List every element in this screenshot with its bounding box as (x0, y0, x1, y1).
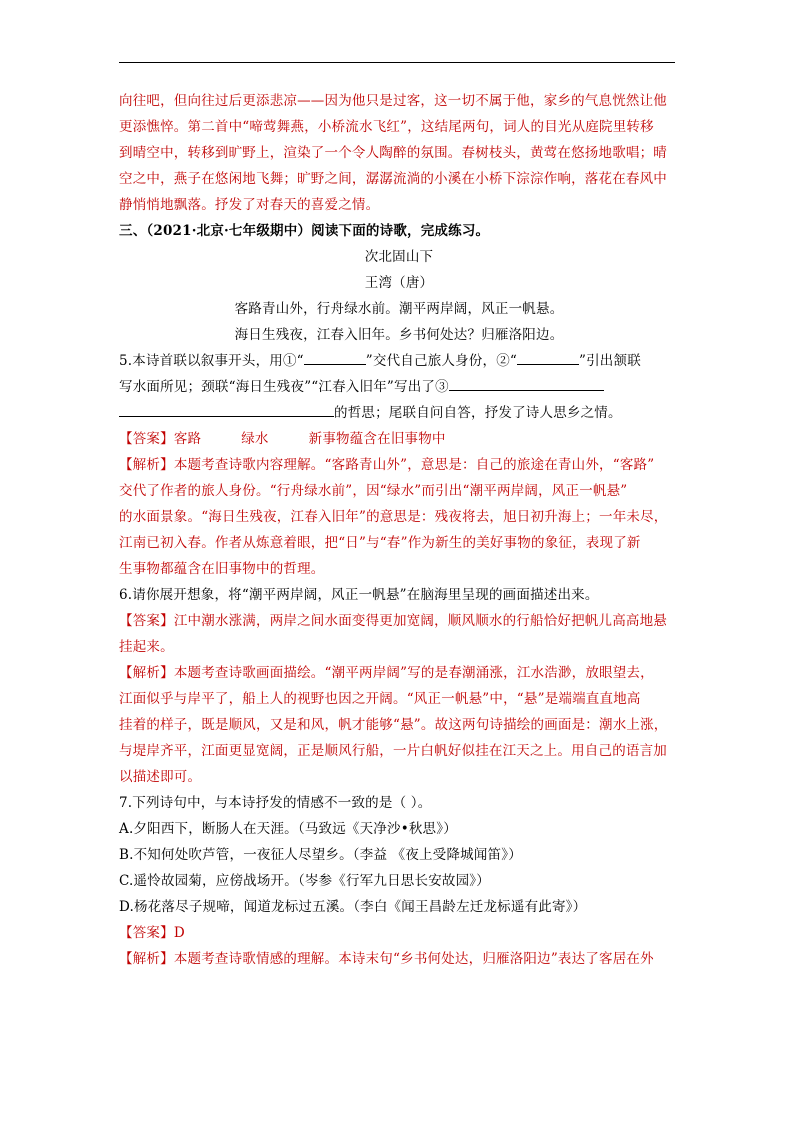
analysis-tag: 【解析】 (119, 951, 174, 967)
question-6 (119, 582, 679, 790)
analysis-line (119, 660, 679, 686)
question-text: ”交代自己旅人身份，②“ (365, 353, 517, 369)
analysis-line: 以描述即可。 (119, 769, 202, 785)
analysis-line: 与堤岸齐平，江面更显宽阔，正是顺风行船，一片白帆好似挂在江天之上。用自己的语言加 (119, 743, 667, 759)
section-heading: 三、（2021·北京·七年级期中）阅读下面的诗歌，完成练习。 (119, 223, 490, 239)
analysis-text: 本题考查诗歌画面描绘。“潮平两岸阔”写的是春潮涌涨，江水浩渺，放眼望去， (173, 665, 654, 681)
poem-author: 王湾（唐） (364, 275, 434, 291)
option-b: B.不知何处吹芦管，一夜征人尽望乡。（李益 《夜上受降城闻笛》） (119, 847, 522, 863)
analysis-line: 生事物都蕴含在旧事物中的哲理。 (119, 561, 325, 577)
analysis-text: 本题考查诗歌内容理解。“客路青山外”，意思是：自己的旅途在青山外，“客路” (173, 457, 655, 473)
analysis-line: 交代了作者的旅人身份。“行舟绿水前”，因“绿水”而引出“潮平两岸阔，风正一帆悬” (119, 483, 628, 499)
question-text: ”引出颔联 (579, 353, 641, 369)
question-5 (119, 348, 679, 582)
question-5-line1 (119, 348, 679, 374)
analysis-tag: 【解析】 (119, 665, 174, 681)
analysis-tag: 【解析】 (119, 457, 174, 473)
answer-blank-3a (449, 375, 604, 391)
analysis-line (119, 452, 679, 478)
answer-tag: 【答案】 (119, 431, 174, 447)
answer-tag: 【答案】 (119, 925, 174, 941)
question-5-line2 (119, 374, 679, 400)
analysis-line: 江面似乎与岸平了，船上人的视野也因之开阔。“风正一帆悬”中，“悬”是端端直直地高 (119, 691, 641, 707)
answer-blank-2 (517, 349, 579, 365)
question-5-answer (119, 426, 679, 452)
question-7-text: 7.下列诗句中，与本诗抒发的情感不一致的是（ ）。 (119, 795, 432, 811)
answer-blank-3b (119, 401, 334, 417)
poem-line: 客路青山外，行舟绿水前。潮平两岸阔，风正一帆悬。 (234, 301, 564, 317)
option-c: C.遥怜故园菊，应傍战场开。（岑参《行军九日思长安故园》） (119, 873, 490, 889)
analysis-line: 向往吧，但向往过后更添悲凉——因为他只是过客，这一切不属于他，家乡的气息恍然让他 (119, 93, 667, 109)
previous-analysis-continuation (119, 88, 679, 218)
answer-blank-1 (304, 349, 366, 365)
answer-text: 江中潮水涨满，两岸之间水面变得更加宽阔，顺风顺水的行船恰好把帆儿高高地悬 (173, 613, 668, 629)
answer-line: 挂起来。 (119, 639, 174, 655)
analysis-line: 的水面景象。“海日生残夜，江春入旧年”的意思是：残夜将去，旭日初升海上；一年未尽， (119, 509, 668, 525)
poem-title: 次北固山下 (364, 249, 434, 265)
analysis-line: 更添憔悴。第二首中“啼莺舞燕，小桥流水飞红”，这结尾两句，词人的目光从庭院里转移 (119, 119, 654, 135)
answer-tag: 【答案】 (119, 613, 174, 629)
header-rule (119, 62, 675, 63)
option-a: A.夕阳西下，断肠人在天涯。（马致远《天净沙•秋思》） (119, 821, 457, 837)
answer-value: D (173, 925, 185, 941)
question-6-text: 6.请你展开想象，将“潮平两岸阔，风正一帆悬”在脑海里呈现的画面描述出来。 (119, 587, 599, 603)
analysis-line: 挂着的样子，既是顺风，又是和风，帆才能够“悬”。故这两句诗描绘的画面是：潮水上涨， (119, 717, 668, 733)
poem-line: 海日生残夜，江春入旧年。乡书何处达？归雁洛阳边。 (234, 327, 564, 343)
analysis-line (119, 946, 679, 972)
analysis-line: 到晴空中，转移到旷野上，渲染了一个令人陶醉的氛围。春树枝头，黄莺在悠扬地歌唱；晴 (119, 145, 667, 161)
poem (119, 244, 679, 348)
question-text: 的哲思；尾联自问自答，抒发了诗人思乡之情。 (334, 405, 622, 421)
analysis-line: 江南已初入春。作者从炼意着眼，把“日”与“春”作为新生的美好事物的象征，表现了新 (119, 535, 641, 551)
analysis-text: 本题考查诗歌情感的理解。本诗末句“乡书何处达，归雁洛阳边”表达了客居在外 (173, 951, 654, 967)
answer-value: 新事物蕴含在旧事物中 (308, 431, 446, 447)
page-content (119, 88, 679, 972)
option-d: D.杨花落尽子规啼，闻道龙标过五溪。（李白《闻王昌龄左迁龙标遥有此寄》） (119, 899, 587, 915)
question-7-answer (119, 920, 679, 946)
question-7 (119, 790, 679, 972)
analysis-line: 空之中，燕子在悠闲地飞舞；旷野之间，潺潺流淌的小溪在小桥下淙淙作响，落花在春风中 (119, 171, 667, 187)
question-text: 5.本诗首联以叙事开头，用①“ (119, 353, 304, 369)
question-5-line3 (119, 400, 679, 426)
question-text: 写水面所见；颈联“海日生残夜”“江春入旧年”写出了③ (119, 379, 449, 395)
answer-line (119, 608, 679, 634)
answer-value: 绿水 (241, 431, 269, 447)
answer-value: 客路 (173, 431, 202, 447)
analysis-line: 静悄悄地飘落。抒发了对春天的喜爱之情。 (119, 197, 380, 213)
